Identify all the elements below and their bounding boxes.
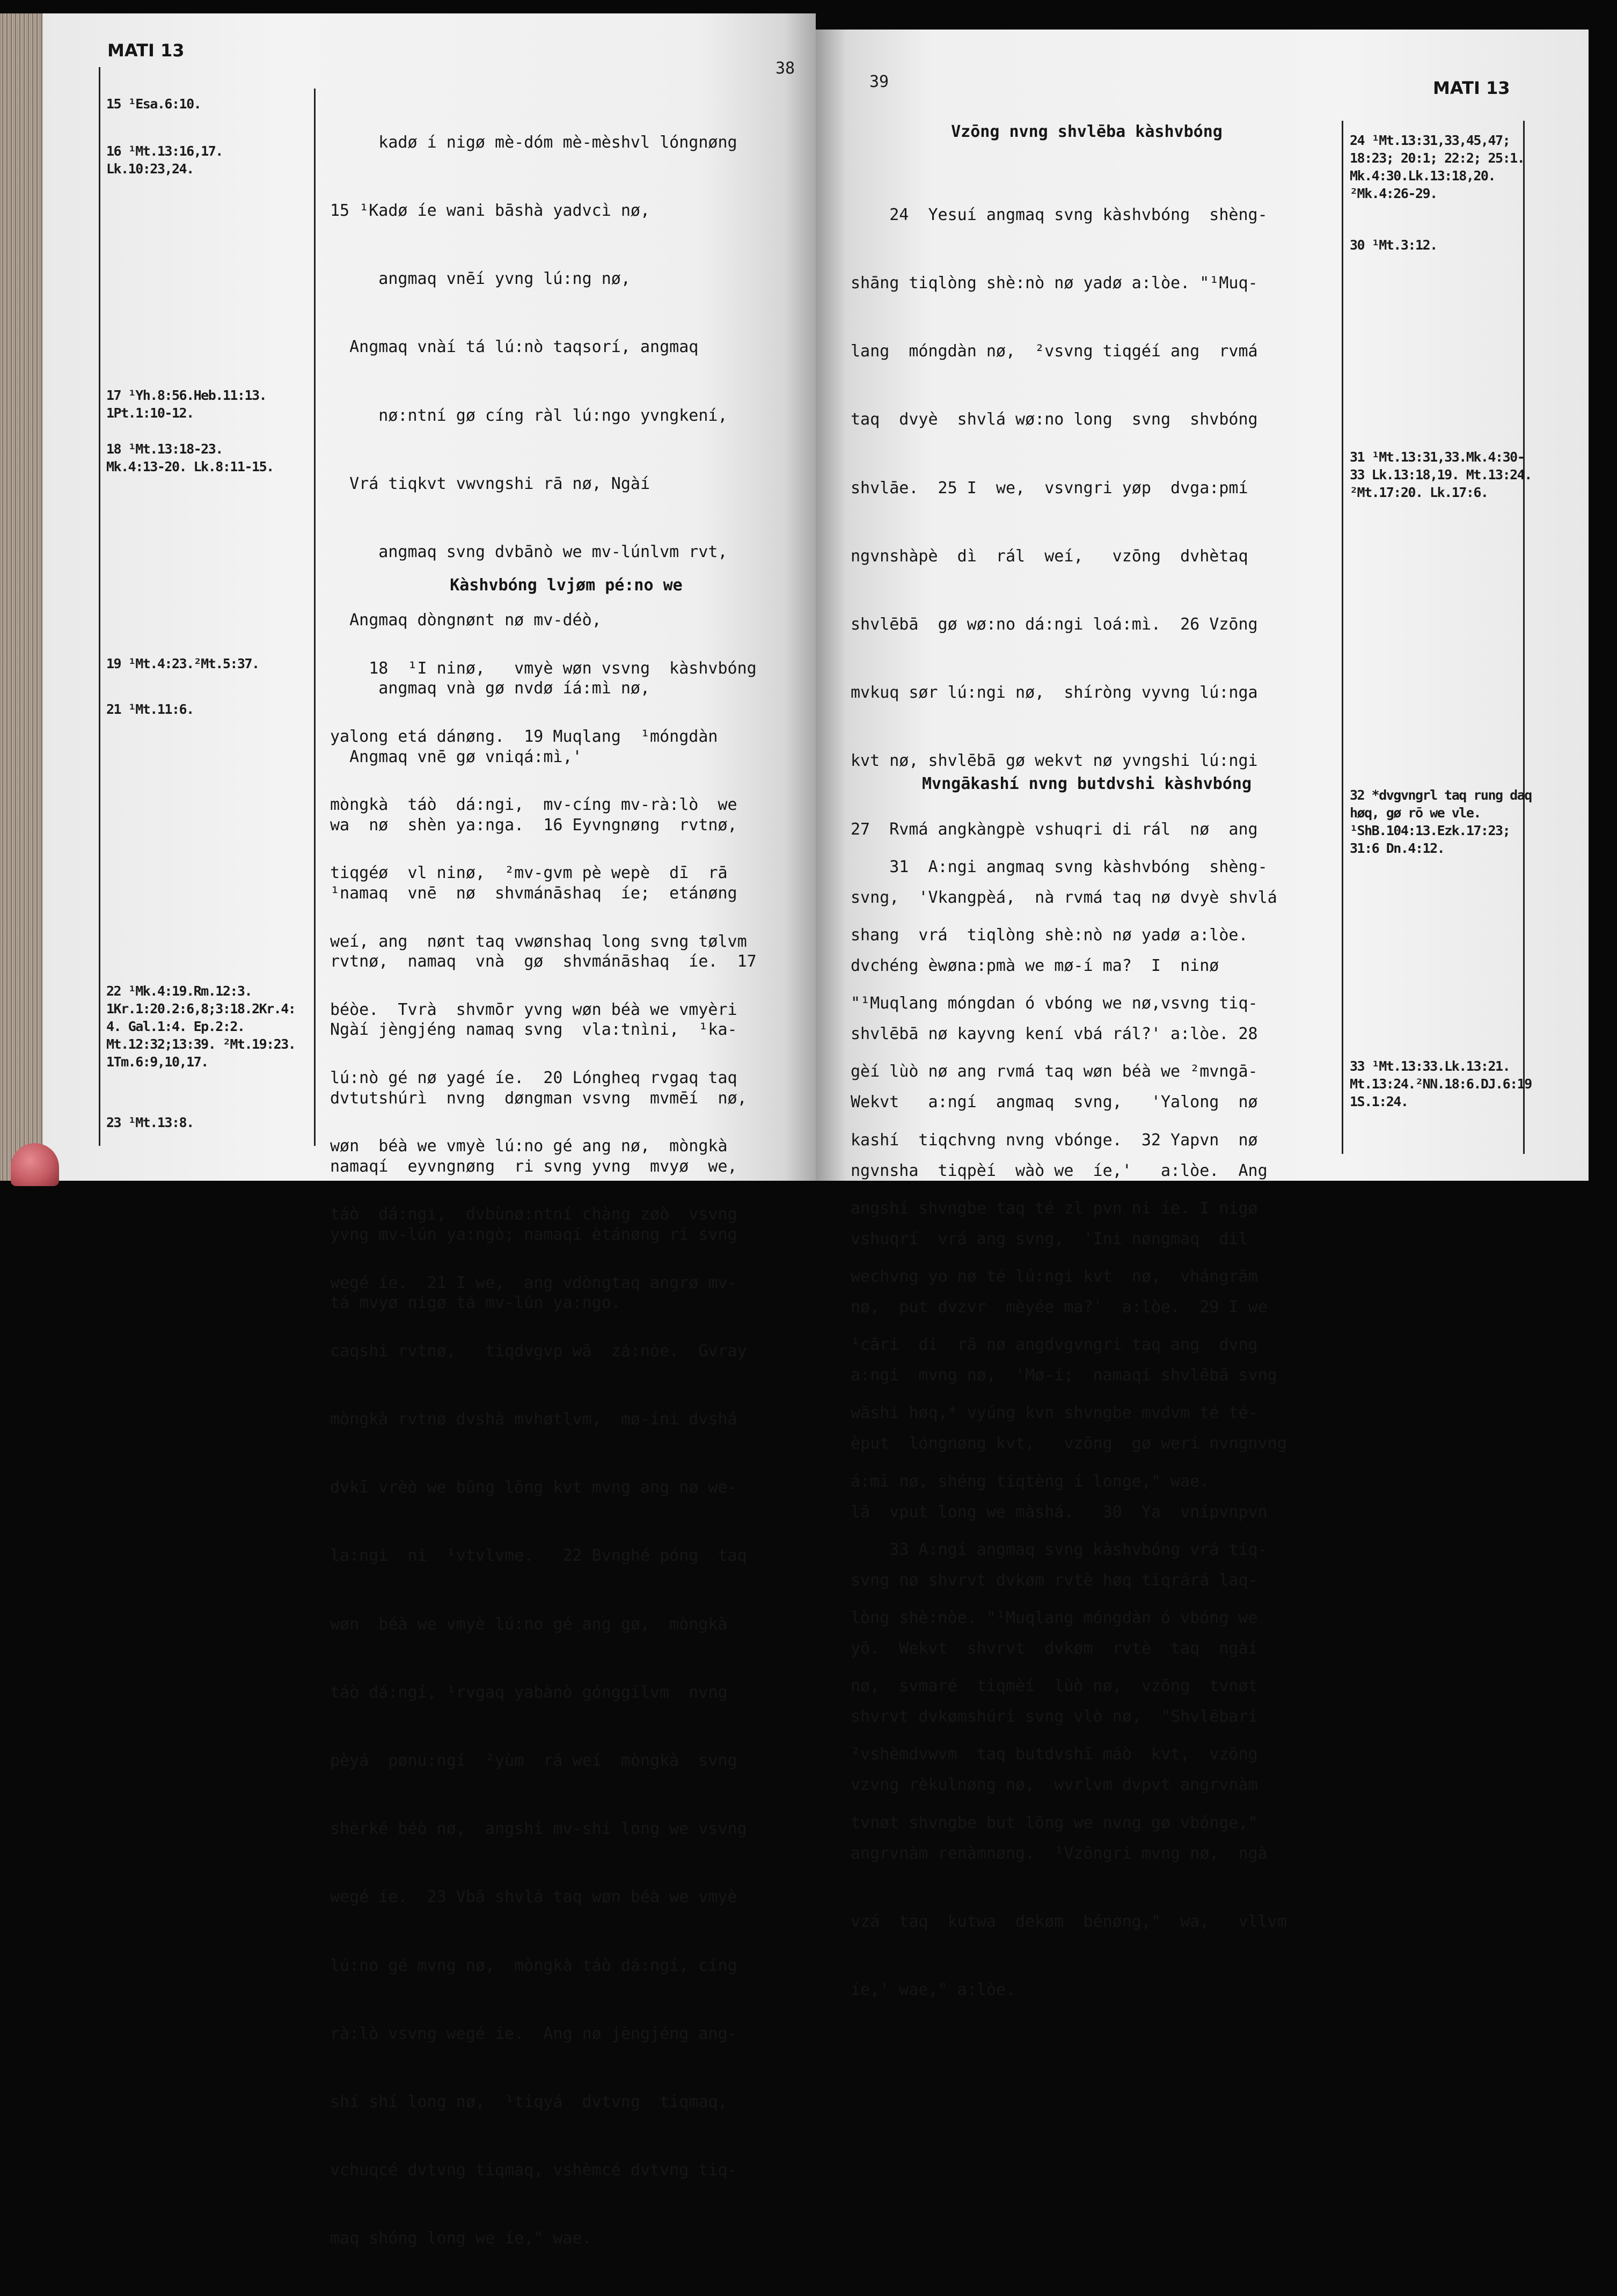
ref-group [106, 142, 223, 178]
text-line: wegé íe. 23 Vbā shvlá taq wøn béà we vmyè [330, 1888, 737, 1907]
ref-group [106, 655, 259, 672]
text-line: shvlāe. 25 I we, vsvngri yøp dvga:pmí [851, 478, 1248, 498]
ref-line: 1S.1:24. [1350, 1094, 1408, 1109]
ref-group [106, 440, 274, 476]
ref-line: 17 ¹Yh.8:56.Heb.11:13. [106, 387, 267, 403]
text-line: Wekvt a:ngí angmaq svng, 'Yalong nø [851, 1093, 1258, 1112]
text-line: ²vshèmdvwvm taq butdvshī máò kvt, vzōng [851, 1745, 1258, 1764]
left-margin-rule [99, 67, 100, 1146]
text-line: dvchéng èwøna:pmà we mø-í ma? I ninø [851, 956, 1219, 976]
text-line: nø, svmaré tiqmèí lùò nø, vzōng tvnøt [851, 1677, 1258, 1696]
text-line: dvkī vrèò we būng lōng kvt mvng ang nø we- [330, 1478, 737, 1497]
right-margin-rule [1523, 121, 1525, 1154]
ref-line: 1Tm.6:9,10,17. [106, 1054, 208, 1070]
section-heading-weeds: Vzōng nvng shvlēba kàshvbóng [951, 122, 1223, 141]
ref-line: 31:6 Dn.4:12. [1350, 840, 1445, 856]
text-line: lā vput long we màshá. 30 Ya vnípvnpvn [851, 1502, 1268, 1522]
text-line: yalong etá dánøng. 19 Muqlang ¹móngdàn [330, 727, 718, 747]
text-line: a:ngí mvng nø, 'Mø-í; namaqí shvlēbā svng [851, 1366, 1277, 1385]
text-line: rvtnø, namaq vnà gø shvmánāshaq íe. 17 [330, 952, 757, 971]
ref-line: 33 ¹Mt.13:33.Lk.13:21. [1350, 1058, 1510, 1074]
left-page-header: MATI 13 [107, 40, 185, 61]
text-line: pèyá pønu:ngí ²yùm rā weí mòngkà svng [330, 1751, 737, 1771]
text-line: yō. Wekvt shvrvt dvkøm rvtè taq ngàí [851, 1639, 1258, 1658]
text-line: vzvng rèkulnøng nø, wvrlvm dvpvt angrvnàm [851, 1775, 1258, 1795]
text-line: wāshi høq,* vyúng kvn shvngbe mvdvm té té- [851, 1403, 1258, 1423]
text-line: tá mvyø nigø tá mv-lún ya:ngo. [330, 1293, 621, 1313]
text-line: nø, put dvzvr mèyée ma?' a:lòe. 29 I we [851, 1298, 1268, 1317]
text-line: kadø í nigø mè-dóm mè-mèshvl lóngnøng [330, 133, 737, 152]
text-line: ¹cāri di rā nø angdvgvngri taq ang dvng [851, 1335, 1258, 1355]
text-line: rà:lò vsvng wegé íe. Ang nø jèngjéng ang- [330, 2024, 737, 2043]
ref-line: 32 *dvgvngrl taq rung daq [1350, 787, 1532, 803]
text-line: wøn béà we vmyè lú:no gé ang nø, mòngkà [330, 1137, 728, 1156]
text-line: shí shí long nø, ¹tiqyá dvtvng tiqmaq, [330, 2093, 728, 2112]
text-line: angmaq svng dvbānò we mv-lúnlvm rvt, [330, 543, 728, 562]
text-line: wøn béà we vmyè lú:no gé ang gø, mòngkà [330, 1614, 728, 1634]
ref-line: 31 ¹Mt.13:31,33.Mk.4:30- [1350, 449, 1525, 465]
text-line: Angmaq vnàí tá lú:nò taqsorí, angmaq [330, 338, 699, 357]
thumb [11, 1143, 59, 1186]
ref-line: 23 ¹Mt.13:8. [106, 1115, 194, 1130]
ref-line: 30 ¹Mt.3:12. [1350, 237, 1437, 253]
text-line: wechvng yo nø té lú:ngi kvt nø, vhángrām [851, 1267, 1258, 1286]
ref-line: ²Mk.4:26-29. [1350, 186, 1437, 201]
text-line: béòe. Tvrà shvmōr yvng wøn béà we vmyèri [330, 1000, 737, 1019]
text-line: Angmaq vnē gø vniqá:mì,' [330, 747, 582, 766]
right-page-header: MATI 13 [1433, 78, 1510, 98]
text-line: "¹Muqlang móngdan ó vbóng we nø,vsvng tiq- [851, 994, 1258, 1013]
ref-line: Lk.10:23,24. [106, 161, 194, 177]
page-edges [0, 13, 43, 1181]
right-page-number: 39 [869, 72, 889, 91]
text-line: angrvnàm renàmnøng. ¹Vzōngri mvng nø, ngà [851, 1844, 1268, 1863]
text-line: á:mì nø, shéng tiqtèng í longe," wae. [851, 1472, 1210, 1491]
text-line: weí, ang nønt taq vwønshaq long svng tølvm [330, 932, 747, 951]
text-line: lòng shè:nòe. "¹Muqlang móngdàn ó vbóng we [851, 1608, 1258, 1628]
text-line: Vrá tiqkvt vwvngshi rā nø, Ngàí [330, 474, 650, 493]
ref-line: 18 ¹Mt.13:18-23. [106, 441, 223, 457]
ref-line: 22 ¹Mk.4:19.Rm.12:3. [106, 983, 252, 999]
ref-line: Mt.12:32;13:39. ²Mt.19:23. [106, 1036, 296, 1052]
text-line: vchuqcé dvtvng tiqmaq, vshèmcé dvtvng tiq- [330, 2161, 737, 2180]
ref-group [106, 1114, 194, 1131]
ref-line: 21 ¹Mt.11:6. [106, 701, 194, 717]
text-line: nø:ntní gø cíng ràl lú:ngo yvngkení, [330, 406, 728, 425]
text-line: kashí tiqchvng nvng vbónge. 32 Yapvn nø [851, 1130, 1258, 1150]
section-heading-mustard: Mvngākashí nvng butdvshi kàshvbóng [921, 774, 1252, 793]
text-line: namaqí eyvngnøng ri svng yvng mvyø we, [330, 1157, 737, 1176]
ref-line: 18:23; 20:1; 22:2; 25:1. [1350, 150, 1525, 166]
ref-line: 1Kr.1:20.2:6,8;3:18.2Kr.4: [106, 1001, 296, 1017]
ref-line: Mk.4:30.Lk.13:18,20. [1350, 168, 1496, 184]
ref-group [106, 386, 266, 422]
right-body-text-2 [851, 810, 1334, 1880]
text-line: dvtutshúrì nvng døngman vsvng mvmēí nø, [330, 1088, 747, 1108]
text-line: la:ngi ni ¹vtvlvme. 22 Bvnghé póng taq [330, 1546, 747, 1566]
text-line: lú:nò gé nø yagé íe. 20 Lóngheq rvgaq taq [330, 1069, 737, 1088]
text-line: shang vrá tiqlòng shè:nò nø yadø a:lòe. [851, 926, 1248, 945]
ref-line: 33 Lk.13:18,19. Mt.13:24. [1350, 467, 1532, 482]
ref-group [106, 95, 201, 113]
text-line: shèrké béò nø, angshí mv-shí long we vsvng [330, 1819, 747, 1839]
left-column-rule [314, 89, 316, 1146]
text-line: vzá taq kutwa dekøm bénøng," wa, vllvm [851, 1912, 1287, 1931]
text-line: vshuqrí vrá ang svng, 'Ini nøngmaq dìl [851, 1229, 1248, 1248]
ref-line: Mt.13:24.²NN.18:6.DJ.6:19 [1350, 1076, 1532, 1092]
text-line: ngvnsha tiqpèí wàò we íe,' a:lòe. Ang [851, 1161, 1268, 1180]
text-line: mòngkà táò dá:ngi, mv-cíng mv-rà:lò we [330, 795, 737, 815]
right-page [816, 30, 1589, 2000]
text-line: shvlēbā nø kayvng kení vbá rál?' a:lòe. 28 [851, 1025, 1258, 1044]
ref-group [1350, 131, 1524, 202]
left-cross-references [106, 13, 310, 1181]
text-line: yvng mv-lún ya:ngò; namaqí ètánøng ri svng [330, 1225, 737, 1245]
left-page [43, 13, 816, 2248]
ref-group [106, 982, 295, 1071]
ref-line: 24 ¹Mt.13:31,33,45,47; [1350, 133, 1510, 148]
text-line: 27 Rvmá angkàngpè vshuqri di rál nø ang [851, 820, 1258, 839]
text-line: ngvnshàpè dì rál weí, vzōng dvhètaq [851, 546, 1248, 566]
text-line: shvrvt dvkømshúri svng vlò nø, "Shvlēbari [851, 1707, 1258, 1727]
text-line: angmaq vnēí yvng lú:ng nø, [330, 269, 631, 289]
text-line: lang móngdàn nø, ²vsvng tiqgéí ang rvmá [851, 342, 1258, 361]
ref-line: 4. Gal.1:4. Ep.2:2. [106, 1019, 245, 1034]
left-page-number: 38 [775, 59, 795, 78]
text-line: mvkuq sør lú:ngi nø, shíròng vyvng lú:nga [851, 683, 1258, 703]
left-body-text-2 [330, 612, 802, 2296]
ref-line: Mk.4:13-20. Lk.8:11-15. [106, 459, 274, 474]
ref-group [106, 700, 194, 718]
ref-line: 16 ¹Mt.13:16,17. [106, 143, 223, 159]
ref-group [1350, 236, 1437, 254]
text-line: wegé íe. 21 I we, ang vdòngtaq angrø mv- [330, 1273, 737, 1292]
ref-line: 19 ¹Mt.4:23.²Mt.5:37. [106, 656, 259, 671]
text-line: lú:no gé mvng nø, mòngkà táò dá:ngí, cíng [330, 1956, 737, 1975]
text-line: taq dvyè shvlá wø:no long svng shvbóng [851, 410, 1258, 429]
text-line: shāng tiqlòng shè:nò nø yadø a:lòe. "¹Muq- [851, 274, 1258, 293]
text-line: svng nø shvrvt dvkøm rvtè høq tiqrárá laq- [851, 1570, 1258, 1590]
text-line: 18 ¹I ninø, vmyè wøn vsvng kàshvbóng [330, 659, 757, 678]
text-line: shvlēbā gø wø:no dá:ngi loá:mì. 26 Vzōng [851, 615, 1258, 634]
ref-line: ¹ShB.104:13.Ezk.17:23; [1350, 823, 1510, 838]
text-line: wa nø shèn ya:nga. 16 Eyvngnøng rvtnø, [330, 815, 737, 835]
text-line: kvt nø, shvlēbā gø wekvt nø yvngshi lú:ngi [851, 751, 1258, 771]
text-line: angmaq vnà gø nvdø íá:mì nø, [330, 679, 650, 698]
right-column-rule [1342, 121, 1343, 1154]
ref-line: ²Mt.17:20. Lk.17:6. [1350, 485, 1488, 500]
ref-group [1350, 448, 1532, 501]
text-line: caqshi rvtnø, tiqdvgvp wā zá:nòe. Gvray [330, 1341, 747, 1361]
text-line: 15 ¹Kadø íe wani bāshà yadvcì nø, [330, 201, 650, 221]
text-line: táò dá:ngí, ¹rvgaq yabànò gónggilvm nvng [330, 1683, 728, 1702]
text-line: maq shóng long we íe," wae. [330, 2229, 592, 2248]
text-line: 33 A:ngí angmaq svng kàshvbóng vrá tiq- [851, 1540, 1268, 1559]
ref-group [1350, 786, 1532, 857]
text-line: táò dá:ngi, dvbùnø:ntní chàng zøò vsvng [330, 1205, 737, 1224]
text-line: Ngàí jèngjéng namaq svng vla:tnìni, ¹ka- [330, 1020, 737, 1040]
text-line: tiqgéø vl ninø, ²mv-gvm pè wepè dī rā [330, 864, 728, 883]
text-line: èput lóngnøng kvt, vzōng gø weri nvngnvng [851, 1434, 1287, 1453]
text-line: gèí lùò nø ang rvmá taq wøn béà we ²mvngā- [851, 1062, 1258, 1081]
ref-line: 1Pt.1:10-12. [106, 405, 194, 421]
ref-line: høq, gø rō we vle. [1350, 805, 1481, 821]
section-heading-sower: Kàshvbóng lvjøm pé:no we [450, 576, 683, 595]
text-line: 24 Yesuí angmaq svng kàshvbóng shèng- [851, 205, 1268, 224]
text-line: svng, 'Vkangpèá, nà rvmá taq nø dvyè shvlá [851, 888, 1277, 907]
text-line: mòngkà rvtnø dvshà mvhøtlvm, mø-íni dvshá [330, 1410, 737, 1429]
text-line: ¹namaq vnē nø shvmánāshaq íe; etánøng [330, 884, 737, 903]
text-line: tvnøt shvngbe but lōng we nvng gø vbónge," [851, 1813, 1258, 1832]
text-line: íe,' wae," a:lòe. [851, 1980, 1016, 2000]
ref-line: 15 ¹Esa.6:10. [106, 96, 201, 112]
right-cross-references [1350, 30, 1532, 1181]
ref-group [1350, 1057, 1532, 1110]
text-line: angshí shvngbe taq té zl pvn ni íe. I nigø [851, 1198, 1258, 1218]
text-line: 31 A:ngi angmaq svng kàshvbóng shèng- [851, 857, 1268, 876]
text-line: Angmaq dòngnønt nø mv-déò, [330, 611, 602, 630]
